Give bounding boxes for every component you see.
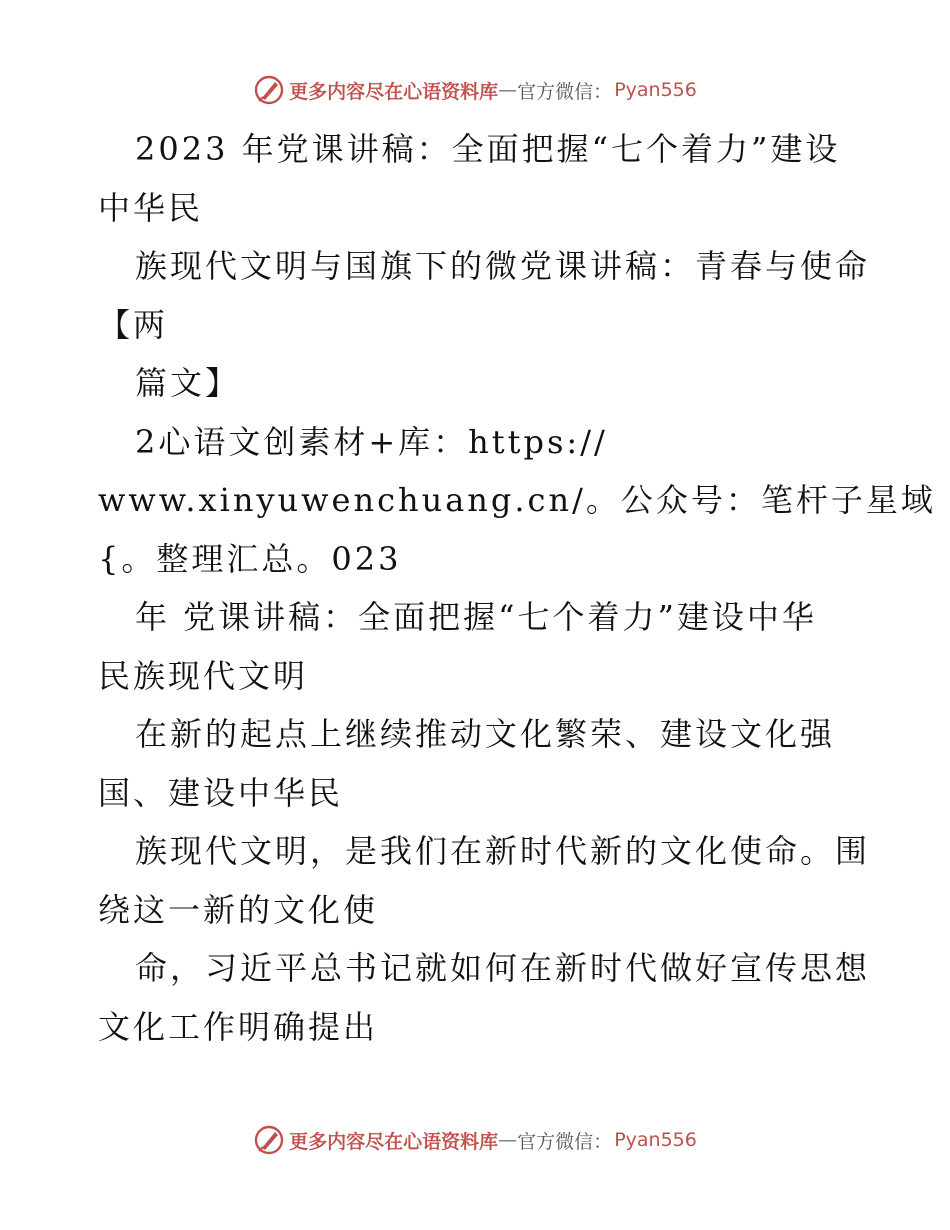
body-line: 文化工作明确提出 [98, 1007, 379, 1046]
header-banner [0, 70, 950, 110]
body-line: 【两 [98, 305, 169, 344]
banner-slogan: 更多内容尽在心语资料库 [289, 1130, 499, 1153]
footer-banner [0, 1120, 950, 1160]
body-line: 篇文】 [135, 364, 241, 402]
body-line: 在新的起点上继续推动文化繁荣、建设文化强 [135, 715, 836, 753]
body-line: 2023 年党课讲稿：全面把握“七个着力”建设 [135, 130, 841, 168]
quill-pen-logo-icon [253, 74, 285, 106]
quill-pen-logo-icon [253, 1124, 285, 1156]
banner-slogan: 更多内容尽在心语资料库 [289, 80, 499, 103]
document-body [98, 120, 936, 1056]
body-line: www.xinyuwenchuang.cn/。公众号：笔杆子星域 [98, 481, 936, 519]
body-line: 命，习近平总书记就如何在新时代做好宣传思想 [135, 949, 871, 987]
banner-wechat-label: 官方微信： [517, 1130, 613, 1153]
body-line: 族现代文明与国旗下的微党课讲稿：青春与使命 [135, 247, 871, 285]
body-line: {。整理汇总。023 [98, 539, 402, 578]
body-line: 国、建设中华民 [98, 773, 344, 812]
body-line: 绕这一新的文化使 [98, 890, 379, 929]
banner-wechat-id: Pyan556 [614, 1129, 697, 1151]
banner-dash: — [498, 1129, 518, 1151]
body-line: 族现代文明，是我们在新时代新的文化使命。围 [135, 832, 871, 870]
body-line: 民族现代文明 [98, 656, 309, 695]
banner-dash: — [498, 79, 518, 101]
body-line: 年 党课讲稿：全面把握“七个着力”建设中华 [135, 598, 817, 636]
banner-wechat-id: Pyan556 [614, 79, 697, 101]
banner-wechat-label: 官方微信： [517, 80, 613, 103]
body-line: 2心语文创素材+库：https:// [135, 422, 608, 461]
body-line: 中华民 [98, 188, 204, 227]
